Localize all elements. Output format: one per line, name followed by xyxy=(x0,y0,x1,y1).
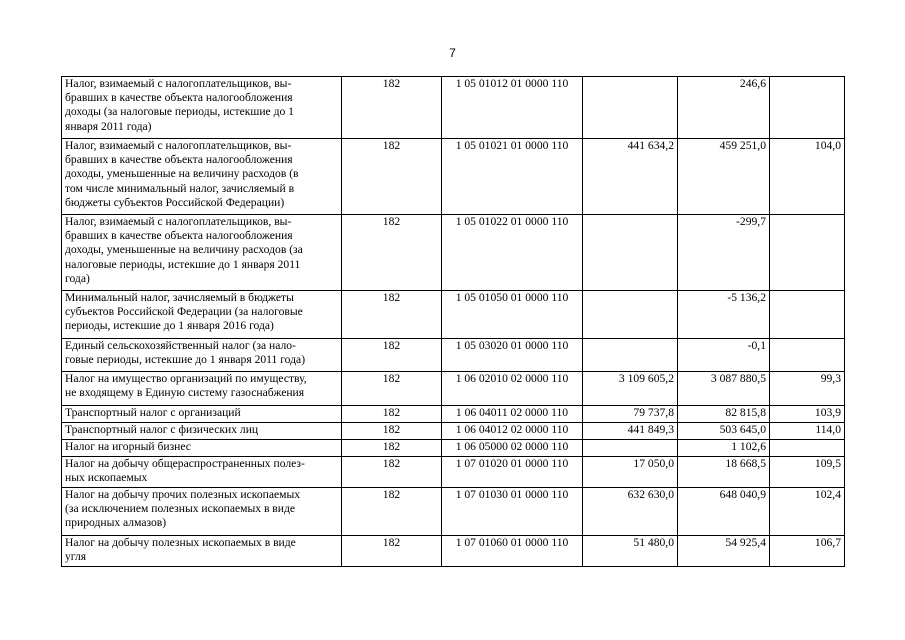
admin-code-cell: 182 xyxy=(342,488,442,536)
table-row xyxy=(62,372,845,406)
budget-code-cell: 1 06 04012 02 0000 110 xyxy=(442,423,583,440)
table-row xyxy=(62,406,845,423)
budget-code-cell: 1 05 01050 01 0000 110 xyxy=(442,291,583,339)
percent-cell xyxy=(770,440,845,457)
table-row xyxy=(62,536,845,567)
tax-name-cell: Налог, взимаемый с налогоплательщиков, вы- бравших в качестве объекта налогообложения доходы (за налоговые периоды, истекшие до 1 января 2011 года) xyxy=(62,77,342,139)
fact-amount-cell: 459 251,0 xyxy=(678,139,770,215)
plan-amount-cell: 79 737,8 xyxy=(583,406,678,423)
plan-amount-cell: 17 050,0 xyxy=(583,457,678,488)
table-body xyxy=(62,77,845,567)
percent-cell: 114,0 xyxy=(770,423,845,440)
plan-amount-cell: 3 109 605,2 xyxy=(583,372,678,406)
table-row xyxy=(62,77,845,139)
fact-amount-cell: 54 925,4 xyxy=(678,536,770,567)
page-number: 7 xyxy=(449,46,456,60)
budget-code-cell: 1 06 04011 02 0000 110 xyxy=(442,406,583,423)
revenue-table xyxy=(61,76,845,567)
admin-code-cell: 182 xyxy=(342,291,442,339)
tax-name-cell: Налог на имущество организаций по имуществу, не входящему в Единую систему газоснабжения xyxy=(62,372,342,406)
percent-cell: 106,7 xyxy=(770,536,845,567)
table-row xyxy=(62,215,845,291)
percent-cell: 109,5 xyxy=(770,457,845,488)
plan-amount-cell: 441 849,3 xyxy=(583,423,678,440)
fact-amount-cell: 1 102,6 xyxy=(678,440,770,457)
admin-code-cell: 182 xyxy=(342,372,442,406)
plan-amount-cell: 441 634,2 xyxy=(583,139,678,215)
fact-amount-cell: 3 087 880,5 xyxy=(678,372,770,406)
admin-code-cell: 182 xyxy=(342,77,442,139)
admin-code-cell: 182 xyxy=(342,457,442,488)
budget-code-cell: 1 05 01012 01 0000 110 xyxy=(442,77,583,139)
table-row xyxy=(62,457,845,488)
admin-code-cell: 182 xyxy=(342,406,442,423)
admin-code-cell: 182 xyxy=(342,440,442,457)
percent-cell: 103,9 xyxy=(770,406,845,423)
tax-name-cell: Налог на добычу общераспространенных полез- ных ископаемых xyxy=(62,457,342,488)
tax-name-cell: Налог, взимаемый с налогоплательщиков, вы- бравших в качестве объекта налогообложения доходы, уменьшенные на величину расходов (за налоговые периоды, истекшие до 1 января 2011 года) xyxy=(62,215,342,291)
budget-code-cell: 1 07 01060 01 0000 110 xyxy=(442,536,583,567)
tax-name-cell: Единый сельскохозяйственный налог (за нало- говые периоды, истекшие до 1 января 2011 года) xyxy=(62,339,342,372)
tax-name-cell: Минимальный налог, зачисляемый в бюджеты субъектов Российской Федерации (за налоговые периоды, истекшие до 1 января 2016 года) xyxy=(62,291,342,339)
budget-code-cell: 1 05 01022 01 0000 110 xyxy=(442,215,583,291)
plan-amount-cell: 632 630,0 xyxy=(583,488,678,536)
table-row xyxy=(62,440,845,457)
plan-amount-cell xyxy=(583,77,678,139)
admin-code-cell: 182 xyxy=(342,536,442,567)
plan-amount-cell xyxy=(583,291,678,339)
tax-name-cell: Налог на добычу прочих полезных ископаемых (за исключением полезных ископаемых в виде природных алмазов) xyxy=(62,488,342,536)
percent-cell xyxy=(770,77,845,139)
budget-code-cell: 1 07 01020 01 0000 110 xyxy=(442,457,583,488)
plan-amount-cell xyxy=(583,440,678,457)
percent-cell xyxy=(770,339,845,372)
budget-code-cell: 1 06 05000 02 0000 110 xyxy=(442,440,583,457)
fact-amount-cell: 503 645,0 xyxy=(678,423,770,440)
budget-code-cell: 1 05 01021 01 0000 110 xyxy=(442,139,583,215)
fact-amount-cell: 246,6 xyxy=(678,77,770,139)
admin-code-cell: 182 xyxy=(342,339,442,372)
tax-name-cell: Налог на игорный бизнес xyxy=(62,440,342,457)
tax-name-cell: Налог, взимаемый с налогоплательщиков, вы- бравших в качестве объекта налогообложения доходы, уменьшенные на величину расходов (в том числе минимальный налог, зачисляемый в бюджеты субъектов Российской Федерации) xyxy=(62,139,342,215)
fact-amount-cell: 18 668,5 xyxy=(678,457,770,488)
admin-code-cell: 182 xyxy=(342,423,442,440)
budget-code-cell: 1 06 02010 02 0000 110 xyxy=(442,372,583,406)
table-row xyxy=(62,423,845,440)
fact-amount-cell: -299,7 xyxy=(678,215,770,291)
table-row xyxy=(62,139,845,215)
plan-amount-cell: 51 480,0 xyxy=(583,536,678,567)
budget-code-cell: 1 05 03020 01 0000 110 xyxy=(442,339,583,372)
tax-name-cell: Транспортный налог с физических лиц xyxy=(62,423,342,440)
admin-code-cell: 182 xyxy=(342,215,442,291)
fact-amount-cell: -0,1 xyxy=(678,339,770,372)
table-row xyxy=(62,339,845,372)
percent-cell: 99,3 xyxy=(770,372,845,406)
percent-cell: 104,0 xyxy=(770,139,845,215)
tax-name-cell: Транспортный налог с организаций xyxy=(62,406,342,423)
percent-cell xyxy=(770,215,845,291)
percent-cell: 102,4 xyxy=(770,488,845,536)
table-row xyxy=(62,291,845,339)
plan-amount-cell xyxy=(583,215,678,291)
percent-cell xyxy=(770,291,845,339)
tax-name-cell: Налог на добычу полезных ископаемых в виде угля xyxy=(62,536,342,567)
plan-amount-cell xyxy=(583,339,678,372)
budget-code-cell: 1 07 01030 01 0000 110 xyxy=(442,488,583,536)
table-row xyxy=(62,488,845,536)
fact-amount-cell: -5 136,2 xyxy=(678,291,770,339)
fact-amount-cell: 82 815,8 xyxy=(678,406,770,423)
admin-code-cell: 182 xyxy=(342,139,442,215)
fact-amount-cell: 648 040,9 xyxy=(678,488,770,536)
